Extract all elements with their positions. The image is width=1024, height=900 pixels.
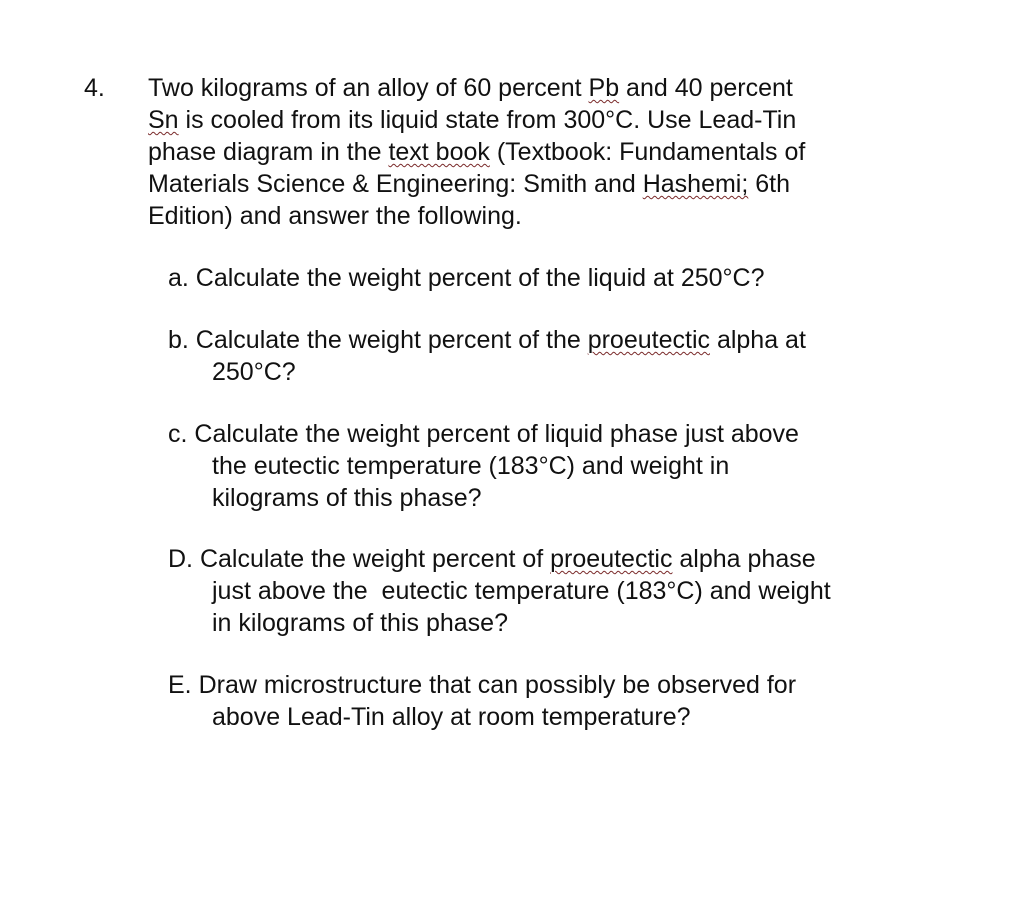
spellcheck-word-pb: Pb — [588, 74, 620, 102]
part-b — [168, 324, 928, 388]
intro-text: Two kilograms of an alloy of 60 percent — [148, 74, 589, 102]
part-c-line-1: c. Calculate the weight percent of liquid phase just above — [168, 420, 799, 448]
intro-text: 6th — [748, 170, 790, 198]
spellcheck-word-hashemi: Hashemi; — [642, 170, 749, 198]
question-number: 4. — [84, 74, 105, 102]
part-text: D. Calculate the weight percent of — [168, 545, 551, 573]
intro-line-5: Edition) and answer the following. — [148, 202, 522, 230]
part-e — [168, 669, 928, 733]
part-c — [168, 418, 928, 514]
intro-text: (Textbook: Fundamentals of — [489, 138, 806, 166]
intro-text: Materials Science & Engineering: Smith and — [148, 170, 643, 198]
spellcheck-word-proeutectic: proeutectic — [550, 545, 673, 573]
part-c-line-2: the eutectic temperature (183°C) and weight in — [212, 452, 730, 480]
intro-line-2 — [148, 104, 928, 136]
part-b-line-2: 250°C? — [212, 358, 296, 386]
intro-line-3 — [148, 136, 928, 168]
part-a — [168, 262, 928, 294]
part-text: alpha phase — [672, 545, 816, 573]
part-text: alpha at — [710, 326, 806, 354]
part-e-line-2: above Lead-Tin alloy at room temperature? — [212, 703, 691, 731]
intro-line-1 — [148, 72, 928, 104]
intro-text: phase diagram in the — [148, 138, 389, 166]
spellcheck-word-sn: Sn — [148, 106, 179, 134]
part-d-line-1 — [168, 543, 928, 575]
question-intro — [148, 72, 928, 232]
part-b-line-1 — [168, 324, 928, 356]
intro-text: is cooled from its liquid state from 300°C. Use Lead-Tin — [178, 106, 797, 134]
part-e-line-1: E. Draw microstructure that can possibly be observed for — [168, 671, 797, 699]
spellcheck-word-textbook: text book — [388, 138, 490, 166]
intro-line-4 — [148, 168, 928, 200]
part-d-line-3: in kilograms of this phase? — [212, 609, 508, 637]
part-d-line-2: just above the eutectic temperature (183°C) and weight — [212, 577, 831, 605]
spellcheck-word-proeutectic: proeutectic — [587, 326, 710, 354]
part-a-line-1: a. Calculate the weight percent of the liquid at 250°C? — [168, 264, 765, 292]
intro-text: and 40 percent — [619, 74, 793, 102]
part-d — [168, 543, 928, 639]
part-c-line-3: kilograms of this phase? — [212, 484, 482, 512]
part-text: b. Calculate the weight percent of the — [168, 326, 588, 354]
